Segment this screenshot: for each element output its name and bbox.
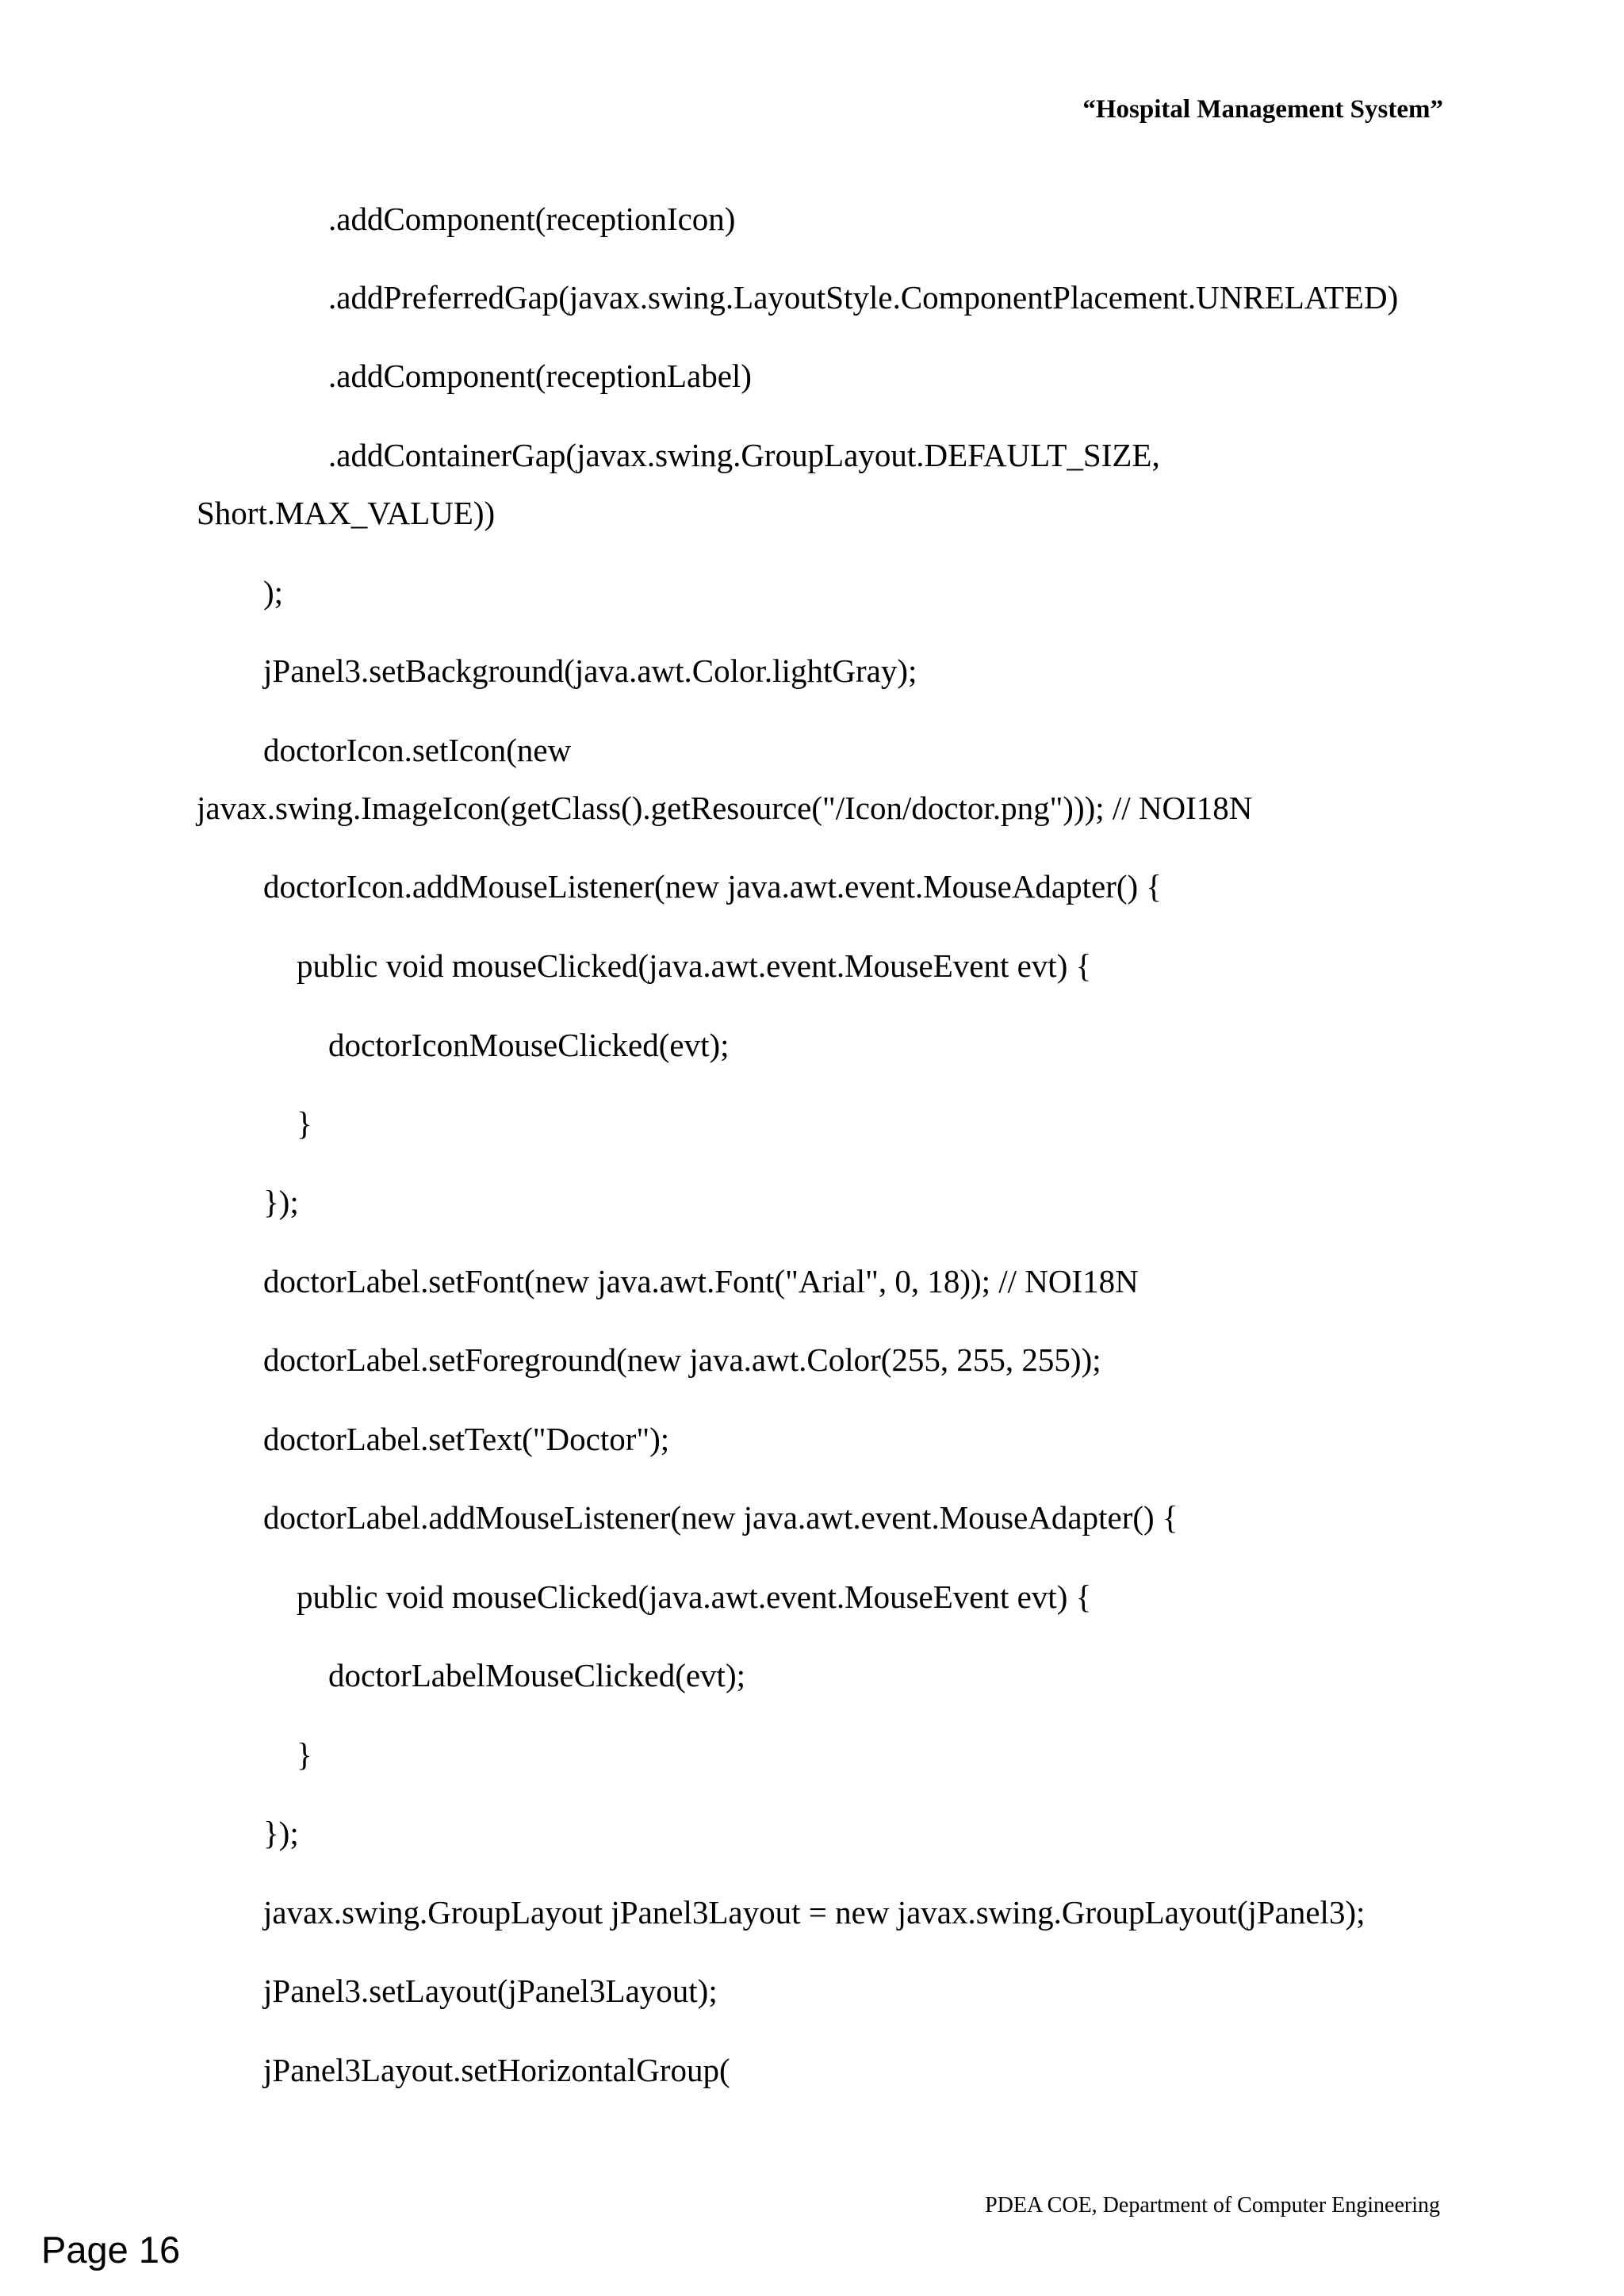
code-line: javax.swing.GroupLayout jPanel3Layout = new javax.swing.GroupLayout(jPanel3);	[263, 1894, 1365, 1931]
code-line: doctorIcon.addMouseListener(new java.awt.event.MouseAdapter() {	[263, 868, 1162, 905]
code-line: }	[297, 1736, 312, 1773]
document-header-title: “Hospital Management System”	[1082, 95, 1443, 124]
code-line: doctorLabel.addMouseListener(new java.awt.event.MouseAdapter() {	[263, 1499, 1178, 1536]
code-line: doctorLabelMouseClicked(evt);	[328, 1657, 745, 1693]
code-line: }	[297, 1105, 312, 1142]
code-line: .addComponent(receptionLabel)	[328, 358, 752, 394]
code-line: });	[263, 1184, 299, 1220]
code-line: jPanel3.setLayout(jPanel3Layout);	[263, 1973, 718, 2009]
code-line: public void mouseClicked(java.awt.event.MouseEvent evt) {	[297, 1578, 1092, 1615]
code-line: javax.swing.ImageIcon(getClass().getResource("/Icon/doctor.png"))); // NOI18N	[197, 790, 1253, 826]
code-line: Short.MAX_VALUE))	[197, 495, 496, 531]
code-line: doctorLabel.setFont(new java.awt.Font("Arial", 0, 18)); // NOI18N	[263, 1263, 1139, 1299]
code-line: doctorIconMouseClicked(evt);	[328, 1027, 730, 1063]
code-line: .addPreferredGap(javax.swing.LayoutStyle.ComponentPlacement.UNRELATED)	[328, 279, 1399, 316]
code-line: );	[263, 574, 284, 610]
code-line: doctorLabel.setText("Doctor");	[263, 1421, 670, 1457]
code-line: public void mouseClicked(java.awt.event.MouseEvent evt) {	[297, 947, 1092, 984]
footer-department: PDEA COE, Department of Computer Engineering	[985, 2193, 1440, 2218]
code-line: jPanel3Layout.setHorizontalGroup(	[263, 2052, 730, 2088]
code-line: jPanel3.setBackground(java.awt.Color.lightGray);	[263, 652, 917, 689]
code-line: doctorIcon.setIcon(new	[263, 732, 572, 768]
code-line: doctorLabel.setForeground(new java.awt.Color(255, 255, 255));	[263, 1341, 1101, 1378]
code-line: .addContainerGap(javax.swing.GroupLayout.DEFAULT_SIZE,	[328, 437, 1160, 473]
code-line: });	[263, 1815, 299, 1851]
code-line: .addComponent(receptionIcon)	[328, 201, 736, 237]
page-number: Page 16	[41, 2229, 181, 2271]
